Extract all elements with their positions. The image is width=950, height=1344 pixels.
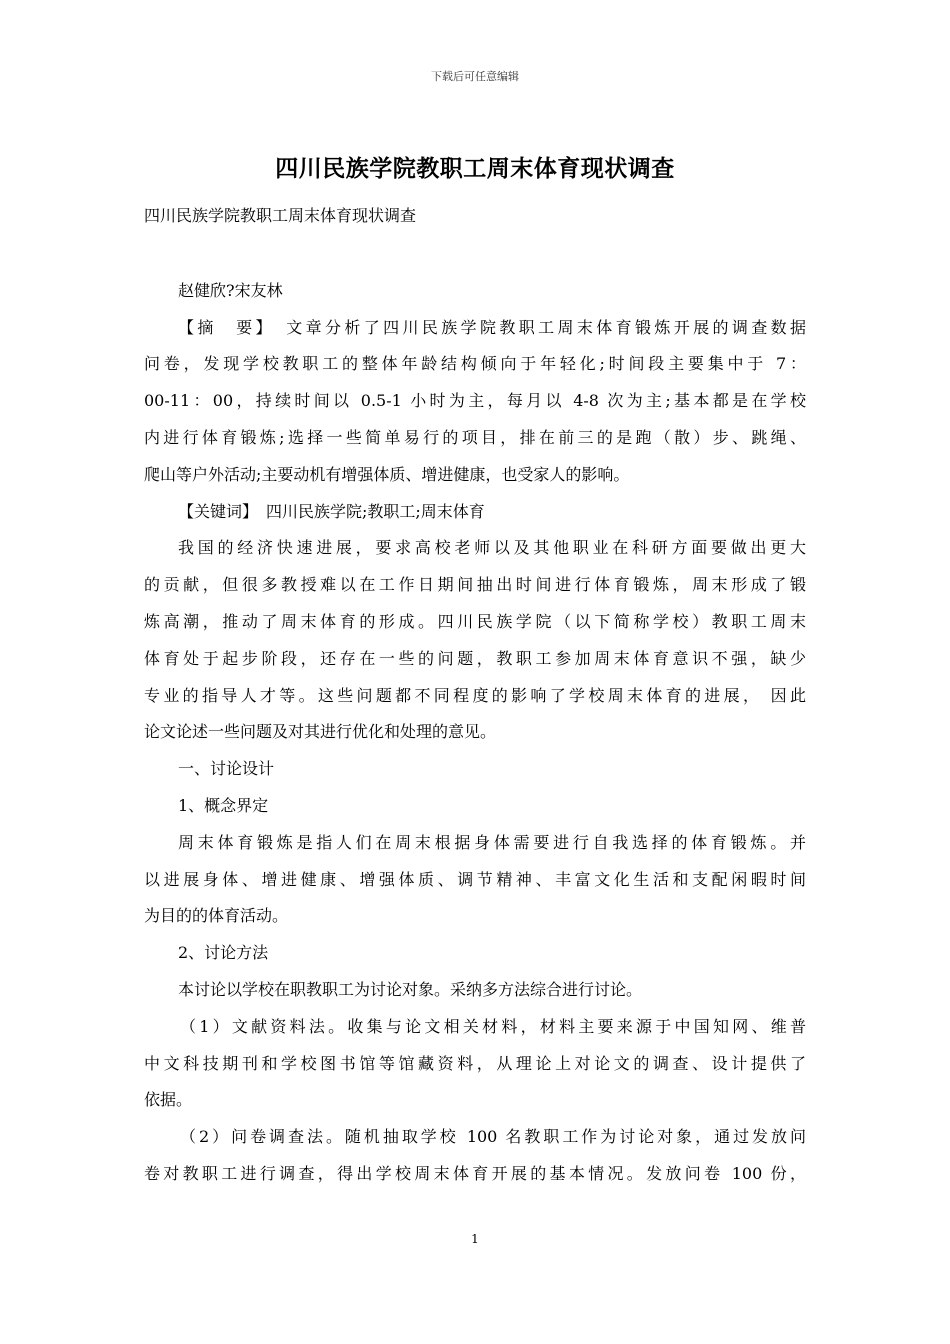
subtitle-line: 四川民族学院教职工周末体育现状调查 xyxy=(144,206,417,225)
blank-gap xyxy=(144,235,806,273)
abstract-line: 内进行体育锻炼;选择一些简单易行的项目，排在前三的是跑（散）步、跳绳、 xyxy=(144,427,806,447)
paragraph-line: 炼高潮，推动了周末体育的形成。四川民族学院（以下简称学校）教职工周末 xyxy=(144,611,806,631)
paragraph-line: （1）文献资料法。收集与论文相关材料，材料主要来源于中国知网、维普 xyxy=(180,1016,806,1036)
paragraph-line: 体育处于起步阶段，还存在一些的问题，教职工参加周末体育意识不强，缺少 xyxy=(144,648,806,668)
paragraph-line: 的贡献，但很多教授难以在工作日期间抽出时间进行体育锻炼，周末形成了锻 xyxy=(144,575,806,595)
paragraph-line: （2）问卷调查法。随机抽取学校 100 名教职工作为讨论对象，通过发放问 xyxy=(180,1127,806,1147)
paragraph-line: 论文论述一些问题及对其进行优化和处理的意见。 xyxy=(144,722,497,742)
document-body xyxy=(144,198,806,1193)
paragraph-line: 专业的指导人才等。这些问题都不同程度的影响了学校周末体育的进展， 因此 xyxy=(144,685,806,705)
paragraph-line: 本讨论以学校在职教职工为讨论对象。采纳多方法综合进行讨论。 xyxy=(178,979,643,999)
paragraph-line: 以进展身体、增进健康、增强体质、调节精神、丰富文化生活和支配闲暇时间 xyxy=(144,869,806,889)
abstract-line: 爬山等户外活动;主要动机有增强体质、增进健康，也受家人的影响。 xyxy=(144,464,630,484)
keywords-line: 【关键词】 四川民族学院;教职工;周末体育 xyxy=(178,501,485,521)
abstract-line: 问卷，发现学校教职工的整体年龄结构倾向于年轻化;时间段主要集中于 7： xyxy=(144,354,806,374)
author-line: 赵健欣?宋友林 xyxy=(178,280,283,300)
header-note: 下载后可任意编辑 xyxy=(431,70,519,83)
subsection-heading: 2、讨论方法 xyxy=(178,943,269,963)
paragraph-line: 我国的经济快速进展，要求高校老师以及其他职业在科研方面要做出更大 xyxy=(178,538,806,558)
abstract-line: 【摘 要】 文章分析了四川民族学院教职工周末体育锻炼开展的调查数据 xyxy=(178,317,806,337)
paragraph-line: 为目的的体育活动。 xyxy=(144,906,289,926)
paragraph-line: 中文科技期刊和学校图书馆等馆藏资料，从理论上对论文的调查、设计提供了 xyxy=(144,1053,806,1073)
document-title: 四川民族学院教职工周末体育现状调查 xyxy=(275,155,675,182)
abstract-line: 00-11：00，持续时间以 0.5-1 小时为主，每月以 4-8 次为主;基本都是在学校 xyxy=(144,391,806,411)
paragraph-line: 卷对教职工进行调查，得出学校周末体育开展的基本情况。发放问卷 100 份， xyxy=(144,1163,806,1183)
paragraph-line: 周末体育锻炼是指人们在周末根据身体需要进行自我选择的体育锻炼。并 xyxy=(178,832,806,852)
page-number: 1 xyxy=(471,1232,479,1246)
section-heading: 一、讨论设计 xyxy=(178,759,275,779)
subsection-heading: 1、概念界定 xyxy=(178,795,269,815)
paragraph-line: 依据。 xyxy=(144,1090,193,1110)
